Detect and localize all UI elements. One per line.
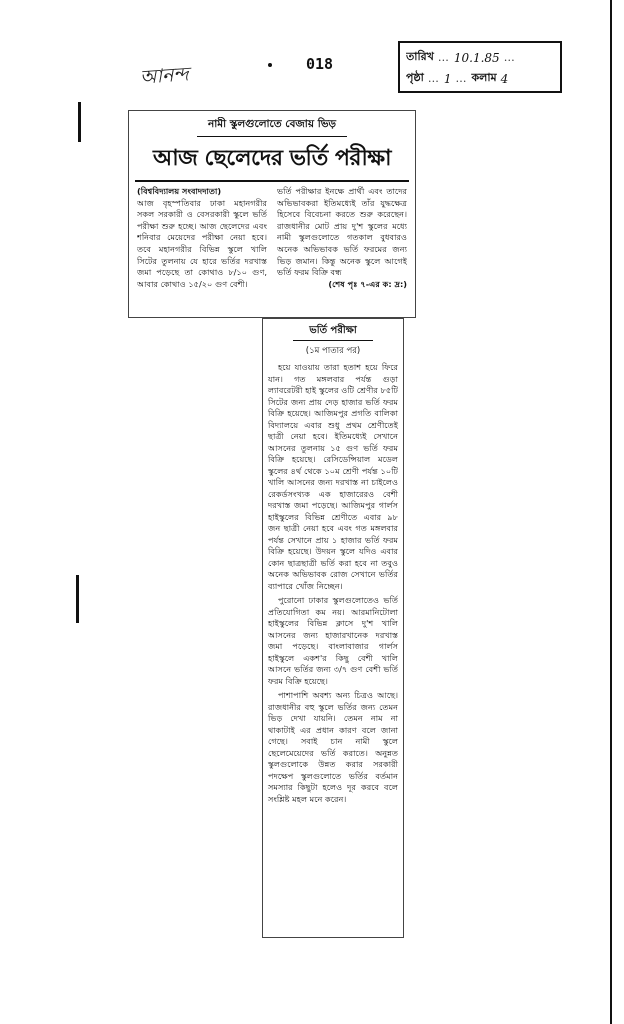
left-margin-line-bottom <box>76 575 79 623</box>
article-columns <box>129 182 415 290</box>
stamp-dots: … <box>455 72 468 85</box>
article-kicker: নামী স্কুলগুলোতে বেজায় ভিড় <box>197 117 347 137</box>
article-column-2-text: ভর্তি পরীক্ষার ইনক্ষে প্রার্থী এবং তাদের অভিভাবকরা ইতিমধ্যেই তাঁর যুদ্ধক্ষেত্র হিসেবে বিবেচনা করতে শুরু করেছেন। রাজধানীর মোট প্রায় দু'শ স্কুলের মধ্যে নামী স্কুলগুলোতে গতকাল বুধবারও অনেক অভিভাবক ভর্তি ফরমের জন্য ভিড় জমান। কিন্তু অনেক স্কুলে আগেই ভর্তি ফরম বিক্রি বন্ধ <box>277 186 407 278</box>
continuation-body <box>263 362 403 805</box>
left-margin-line-top <box>78 102 81 142</box>
continuation-title: ভর্তি পরীক্ষা <box>293 323 373 341</box>
stamp-dots: … <box>427 72 440 85</box>
continued-note: (শেষ পৃঃ ৭-এর ক: দ্র:) <box>328 278 407 289</box>
article-byline: (বিশ্ববিদ্যালয় সংবাদদাতা) <box>137 186 222 196</box>
article-headline: আজ ছেলেদের ভর্তি পরীক্ষা <box>152 145 392 171</box>
stamp-column-value: 4 <box>500 71 509 86</box>
stamp-dots: … <box>437 51 450 64</box>
stamp-dots: … <box>503 51 516 64</box>
stamp-date-label: তারিখ <box>406 50 434 63</box>
article-column-1 <box>137 186 267 290</box>
stamp-page-row <box>406 68 554 89</box>
article-column-2 <box>277 186 407 290</box>
stamp-date-value: 10.1.85 <box>453 50 500 65</box>
continuation-paragraph: পাশাপাশি অবশ্য অন্য চিত্রও আছে। রাজধানীর বহু স্কুলে ভর্তির জন্য তেমন ভিড় দেখা যায়নি। তেমন নাম না থাকাটাই এর প্রধান কারণ বলে জানা গেছে। সবাই চান নামী স্কুলে ছেলেমেয়েদের ভর্তি করাতে। অনুন্নত স্কুলগুলোকে উন্নত করার সরকারী পদক্ষেপ স্কুলগুলোতে ভর্তির বর্তমান সমস্যার কিছুটা হলেও দূর করবে বলে সংশ্লিষ্ট মহল মনে করেন। <box>268 690 398 804</box>
continuation-paragraph: হয়ে যাওয়ায় তারা হতাশ হয়ে ফিরে যান। গত মঙ্গলবার পর্যন্ত গুড়া ল্যাবরেটরী হাই স্কুলের ওটি শ্রেণীর ৮৫টি সিটের জন্য প্রায় দেড় হাজার ভর্তি ফরম বিক্রি হয়েছে। আজিমপুর প্রগতি বালিকা বিদ্যালয়ে এবার শুধু প্রথম শ্রেণীতেই ছাত্রী নেয়া হবে। ইতিমধ্যেই সেখানে আসনের তুলনায় ১৫ গুণ ভর্তি ফরম বিক্রি হয়েছে। রেসিডেন্সিয়াল মডেল স্কুলের ৪র্থ থেকে ১০ম শ্রেণী পর্যন্ত ১০টি খালি আসনের জন্য দরখাস্ত না চাইলেও রেকর্ডসংখ্যক এক হাজারেরও বেশী দরখাস্ত জমা পড়েছে। আজিমপুর গার্লস হাইস্কুলের বিভিন্ন শ্রেণীতে এবার ৯৮ জন ছাত্রী নেয়া হবে এবং গত মঙ্গলবার পর্যন্ত সেখানে প্রায় ১ হাজার ভর্তি ফরম বিক্রি হয়েছে। উদয়ন স্কুলে যদিও এবার কোন ছাত্রছাত্রী ভর্তি করা হবে না তবুও অনেক অভিভাবক রোজ সেখানে ভর্তির ব্যাপারে খোঁজ নিচ্ছেন। <box>268 362 398 591</box>
ink-dot <box>268 63 272 67</box>
page-number: 018 <box>306 55 334 73</box>
article-column-1-text: আজ বৃহস্পতিবার ঢাকা মহানগরীর সকল সরকারী ও বেসরকারী স্কুলে ভর্তি পরীক্ষা শুরু হচ্ছে। আজ ছেলেদের এবং শনিবার মেয়েদের পরীক্ষা নেয়া হবে। তবে মহানগরীর বিভিন্ন স্কুলে খালি সিটের তুলনায় যে হারে ভর্তির দরখাস্ত জমা পড়েছে তা কোথাও ৮/১০ গুণ, আবার কোথাও ১৫/২০ গুণ বেশী। <box>137 197 267 289</box>
continuation-from-page: (১ম পাতার পর) <box>305 346 361 356</box>
news-clipping-main <box>128 110 416 318</box>
right-edge-line <box>610 0 612 1024</box>
stamp-page-value: 1 <box>443 71 452 86</box>
stamp-date-row <box>406 47 554 68</box>
handwritten-note: আনন্দ <box>139 63 190 89</box>
news-clipping-continuation <box>262 318 404 938</box>
date-stamp <box>398 41 562 93</box>
continuation-paragraph: পুরোনো ঢাকার স্কুলগুলোতেও ভর্তি প্রতিযোগিতা কম নয়। আরমানিটোলা হাইস্কুলের বিভিন্ন ক্লাসে দু'শ খালি আসনের জন্য হাজারখানেক দরখাস্ত জমা পড়েছে। বাংলাবাজার গার্লস হাইস্কুলে একশ'র কিছু বেশী খালি আসনে ভর্তির জন্য ৩/৭ গুণ বেশী ভর্তি ফরম বিক্রি হয়েছে। <box>268 595 398 686</box>
stamp-page-label: পৃষ্ঠা <box>406 71 424 84</box>
stamp-column-label: কলাম <box>471 71 497 84</box>
